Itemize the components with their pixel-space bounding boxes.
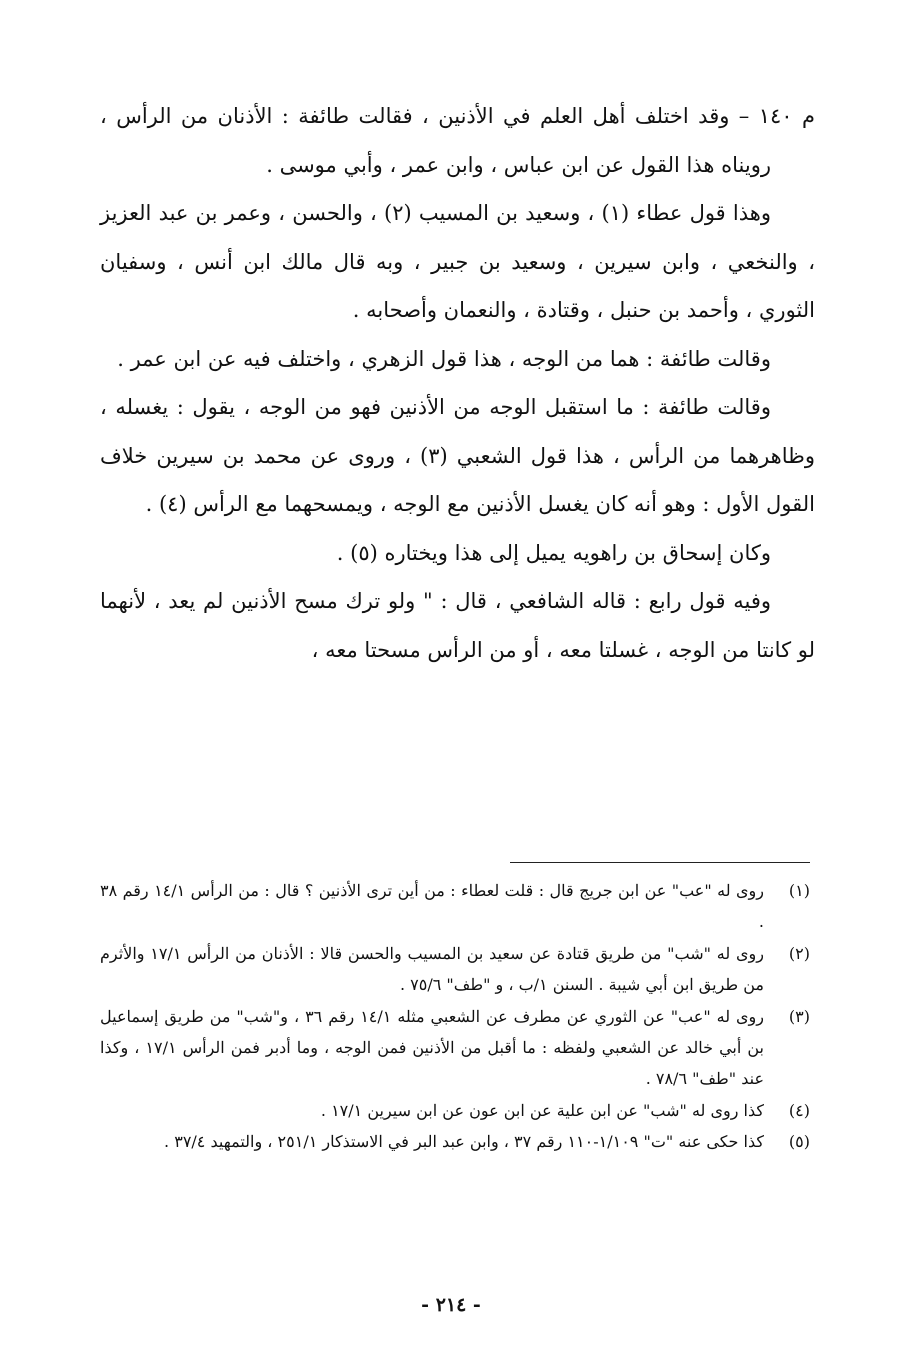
paragraph-5: وكان إسحاق بن راهويه يميل إلى هذا ويختاره (٥) . [336,540,771,565]
footnote-text: كذا حكى عنه "ت" ١/١٠٩-١١٠ رقم ٣٧ ، وابن عبد البر في الاستذكار ٢٥١/١ ، والتمهيد ٣٧/٤ . [164,1132,764,1152]
paragraph-6: وفيه قول رابع : قاله الشافعي ، قال : " ولو ترك مسح الأذنين لم يعد ، لأنهما لو كانتا من الوجه ، غسلتا معه ، أو من الرأس مسحتا معه ، [100,589,815,662]
footnote-number: (٤) [788,1100,810,1120]
footnote-5 [100,1126,810,1157]
footnote-number: (٢) [788,943,810,963]
footnote-3 [100,1001,810,1095]
footnote-1 [100,875,810,938]
footnote-text: روى له "عب" عن ابن جريج قال : قلت لعطاء : من أين ترى الأذنين ؟ قال : من الرأس ١٤/١ رقم ٣٨ . [100,881,764,932]
footnote-number: (٥) [788,1132,810,1152]
footnotes [100,875,810,1158]
paragraph-140: م ١٤٠ – وقد اختلف أهل العلم في الأذنين ، فقالت طائفة : الأذنان من الرأس ، رويناه هذا القول عن ابن عباس ، وابن عمر ، وأبي موسى . [100,104,815,177]
footnote-number: (١) [788,881,810,900]
footnote-number: (٣) [788,1006,810,1026]
footnote-text: روى له "شب" من طريق قتادة عن سعيد بن المسيب والحسن قالا : الأذنان من الرأس ١٧/١ والأثرم من طريق ابن أبي شيبة . السنن ١/ب ، و "طف" ٧٥/٦ . [100,943,764,995]
paragraph-3: وقالت طائفة : هما من الوجه ، هذا قول الزهري ، واختلف فيه عن ابن عمر . [117,346,771,371]
footnote-text: كذا روى له "شب" عن ابن علية عن ابن عون عن ابن سيرين ١٧/١ . [320,1100,764,1120]
footnote-text: روى له "عب" عن الثوري عن مطرف عن الشعبي مثله ١٤/١ رقم ٣٦ ، و"شب" من طريق إسماعيل بن أبي خالد عن الشعبي ولفظه : ما أقبل من الأذنين فمن الوجه ، وما أدبر فمن الرأس ١٧/١ ، وكذا عند "طف" ٧٨/٦ . [100,1006,765,1089]
main-text [100,92,815,674]
page-number: - ٢١٤ - [421,1294,481,1316]
footnote-4 [100,1095,810,1126]
paragraph-4: وقالت طائفة : ما استقبل الوجه من الأذنين فهو من الوجه ، يقول : يغسله ، وظاهرهما من الرأس ، هذا قول الشعبي (٣) ، وروى عن محمد بن سيرين خلاف القول الأول : وهو أنه كان يغسل الأذنين مع الوجه ، ويمسحهما مع الرأس (٤) . [100,395,815,516]
footnote-separator [510,862,810,863]
footnote-2 [100,938,810,1001]
paragraph-2: وهذا قول عطاء (١) ، وسعيد بن المسيب (٢) ، والحسن ، وعمر بن عبد العزيز ، والنخعي ، وابن سيرين ، وسعيد بن جبير ، وبه قال مالك ابن أنس ، وسفيان الثوري ، وأحمد بن حنبل ، وقتادة ، والنعمان وأصحابه . [100,201,815,322]
